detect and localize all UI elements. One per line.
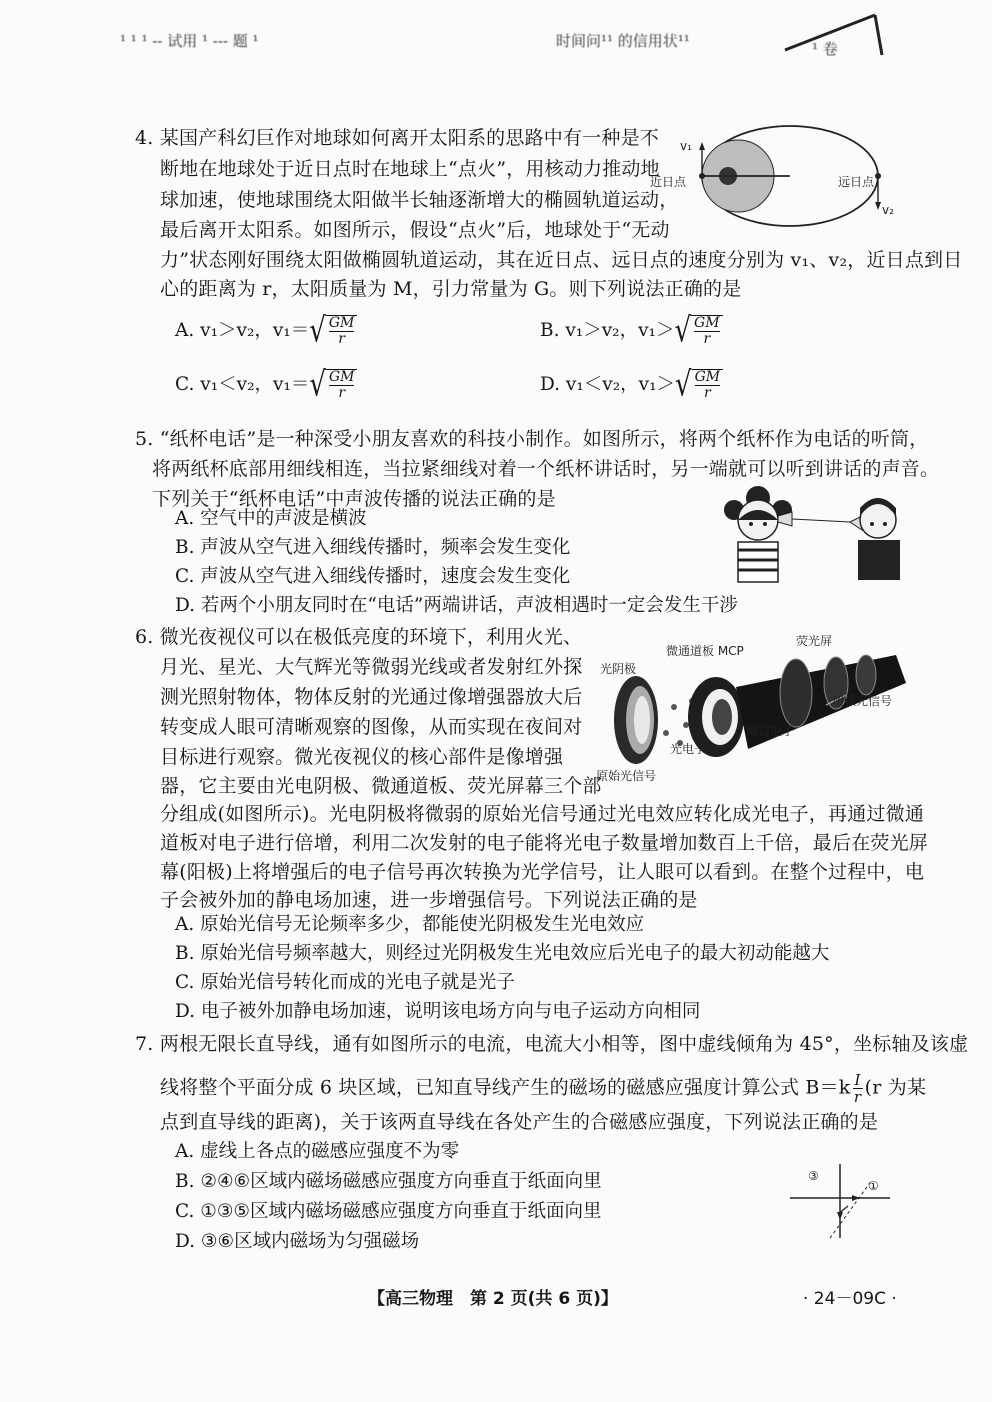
cathode-label: 光阴极 [600, 662, 637, 676]
corner-mark [780, 10, 890, 60]
q4-option-c[interactable]: C. v₁＜v₂，v₁＝√ $\frac{GM}{r}$ [175, 369, 357, 401]
q7-line-3: 点到直导线的距离)，关于该两直导线在各处产生的合磁感应强度，下列说法正确的是 [160, 1111, 879, 1133]
q6-line-10: 子会被外加的静电场加速，进一步增强信号。下列说法正确的是 [160, 889, 698, 911]
q4-line-5: 力”状态刚好围绕太阳做椭圆轨道运动，其在近日点、远日点的速度分别为 v₁、v₂，近日点到日 [160, 249, 963, 271]
q4-c-num: GM [328, 369, 355, 385]
image-intensifier-figure [596, 635, 916, 785]
q5-option-a[interactable]: A. 空气中的声波是横波 [175, 508, 367, 529]
q4-line-4: 最后离开太阳系。如图所示，假设“点火”后，地球处于“无动 [160, 219, 670, 241]
q7-option-d[interactable]: D. ③⑥区域内磁场为匀强磁场 [175, 1231, 420, 1252]
q6-line-7: 分组成(如图所示)。光电阴极将微弱的原始光信号通过光电效应转化成光电子，再通过微通 [160, 803, 925, 825]
q7-line-2 [160, 1072, 926, 1105]
v1-label: v₁ [680, 139, 692, 153]
q6-line-3: 测光照射物体，物体反射的光通过像增强器放大后 [160, 686, 583, 708]
q7-option-b[interactable]: B. ②④⑥区域内磁场磁感应强度方向垂直于纸面向里 [175, 1171, 602, 1192]
q7-line-1: 7. 两根无限长直导线，通有如图所示的电流，电流大小相等，图中虚线倾角为 45°，坐标轴及该虚 [135, 1033, 969, 1055]
v2-label: v₂ [882, 203, 894, 217]
q4-a-num: GM [328, 315, 355, 331]
q5-option-d[interactable]: D. 若两个小朋友同时在“电话”两端讲话，声波相遇时一定会发生干涉 [175, 595, 738, 616]
q4-line-6: 心的距离为 r，太阳质量为 M，引力常量为 G。则下列说法正确的是 [160, 278, 742, 300]
q5-option-b[interactable]: B. 声波从空气进入细线传播时，频率会发生变化 [175, 537, 571, 558]
header-corner: ¹ 卷 [812, 40, 838, 58]
q7-line-2-a: 线将整个平面分成 6 块区域，已知直导线产生的磁场的磁感应强度计算公式 B＝k [160, 1076, 851, 1099]
q6-line-9: 幕(阳极)上将增强后的电子信号再次转换为光学信号，让人眼可以看到。在整个过程中，电 [160, 861, 925, 883]
q6-line-4: 转变成人眼可清晰观察的图像，从而实现在夜间对 [160, 716, 583, 738]
screen-label: 荧光屏 [796, 635, 833, 648]
q6-line-2: 月光、星光、大气辉光等微弱光线或者发射红外探 [160, 656, 583, 678]
cup-phone-illustration [720, 480, 910, 590]
footer-page-info: 【高三物理 第 2 页(共 6 页)】 [368, 1289, 618, 1309]
gain-electron-label: 增益电子 [746, 724, 795, 738]
region-3-label: ③ [808, 1169, 819, 1183]
q7-option-a[interactable]: A. 虚线上各点的磁感应强度不为零 [175, 1141, 460, 1162]
q6-line-8: 道板对电子进行倍增，利用二次发射的电子能将光电子数量增加数百上千倍，最后在荧光屏 [160, 832, 929, 854]
perihelion-label: 近日点 [650, 175, 687, 189]
q7-formula-fraction [853, 1072, 863, 1105]
q4-line-3: 球加速，使地球围绕太阳做半长轴逐渐增大的椭圆轨道运动， [160, 189, 679, 211]
q6-option-d[interactable]: D. 电子被外加静电场加速，说明该电场方向与电子运动方向相同 [175, 1001, 701, 1022]
q4-option-c-text: C. v₁＜v₂，v₁＝ [175, 374, 310, 395]
q7-frac-num: I [854, 1071, 861, 1089]
q6-line-6: 器，它主要由光电阴极、微通道板、荧光屏幕三个部 [160, 775, 602, 797]
q7-line-2-b: (r 为某 [864, 1076, 927, 1099]
q7-option-c[interactable]: C. ①③⑤区域内磁场磁感应强度方向垂直于纸面向里 [175, 1201, 602, 1222]
q4-option-a-text: A. v₁＞v₂，v₁＝ [175, 320, 310, 341]
orbit-figure [650, 118, 900, 228]
q4-d-den: r [704, 385, 711, 401]
q7-frac-den: r [853, 1088, 862, 1106]
q4-b-num: GM [694, 315, 720, 331]
q5-line-1: 5. “纸杯电话”是一种深受小朋友喜欢的科技小制作。如图所示，将两个纸杯作为电话的听筒， [135, 428, 929, 450]
mcp-label: 微通道板 MCP [666, 644, 744, 658]
q4-option-a[interactable]: A. v₁＞v₂，v₁＝√ $\frac{GM}{r}$ [175, 315, 357, 347]
q4-d-num: GM [694, 369, 721, 385]
header-right: 时间问¹¹ 的信用状¹¹ [556, 32, 690, 50]
q4-line-2: 断地在地球处于近日点时在地球上“点火”，用核动力推动地 [160, 158, 660, 180]
q4-option-b[interactable]: B. v₁＞v₂，v₁＞√ $\frac{GM}{r}$ [540, 315, 723, 347]
q4-line-1: 4. 某国产科幻巨作对地球如何离开太阳系的思路中有一种是不 [135, 127, 659, 149]
q4-option-d[interactable]: D. v₁＜v₂，v₁＞√ $\frac{GM}{r}$ [540, 369, 723, 401]
q6-option-b[interactable]: B. 原始光信号频率越大，则经过光阴极发生光电效应后光电子的最大初动能越大 [175, 943, 830, 964]
q6-line-1: 6. 微光夜视仪可以在极低亮度的环境下，利用火光、 [135, 626, 583, 648]
q5-line-3: 下列关于“纸杯电话”中声波传播的说法正确的是 [152, 488, 556, 510]
photoelectron-label: 光电子 [670, 742, 707, 756]
q6-option-a[interactable]: A. 原始光信号无论频率多少，都能使光阴极发生光电效应 [175, 914, 645, 935]
q4-option-d-text: D. v₁＜v₂，v₁＞ [540, 374, 676, 395]
wires-figure [790, 1160, 900, 1250]
aphelion-label: 远日点 [838, 175, 875, 189]
footer-code: · 24－09C · [803, 1289, 897, 1309]
q4-b-den: r [703, 331, 711, 347]
q6-option-c[interactable]: C. 原始光信号转化而成的光电子就是光子 [175, 972, 515, 993]
q4-c-den: r [338, 385, 346, 401]
q4-option-b-text: B. v₁＞v₂，v₁＞ [540, 320, 675, 341]
q6-line-5: 目标进行观察。微光夜视仪的核心部件是像增强 [160, 746, 564, 768]
header-left: ¹ ¹ ¹ -- 试用 ¹ --- 题 ¹ [120, 32, 259, 50]
original-signal-label: 原始光信号 [596, 769, 657, 783]
q5-option-c[interactable]: C. 声波从空气进入细线传播时，速度会发生变化 [175, 566, 571, 587]
region-1-label: ① [868, 1179, 879, 1193]
q5-line-2: 将两纸杯底部用细线相连，当拉紧细线对着一个纸杯讲话时，另一端就可以听到讲话的声音。 [152, 458, 940, 480]
q4-a-den: r [338, 331, 345, 347]
enhanced-signal-label: 增强光信号 [832, 694, 893, 708]
